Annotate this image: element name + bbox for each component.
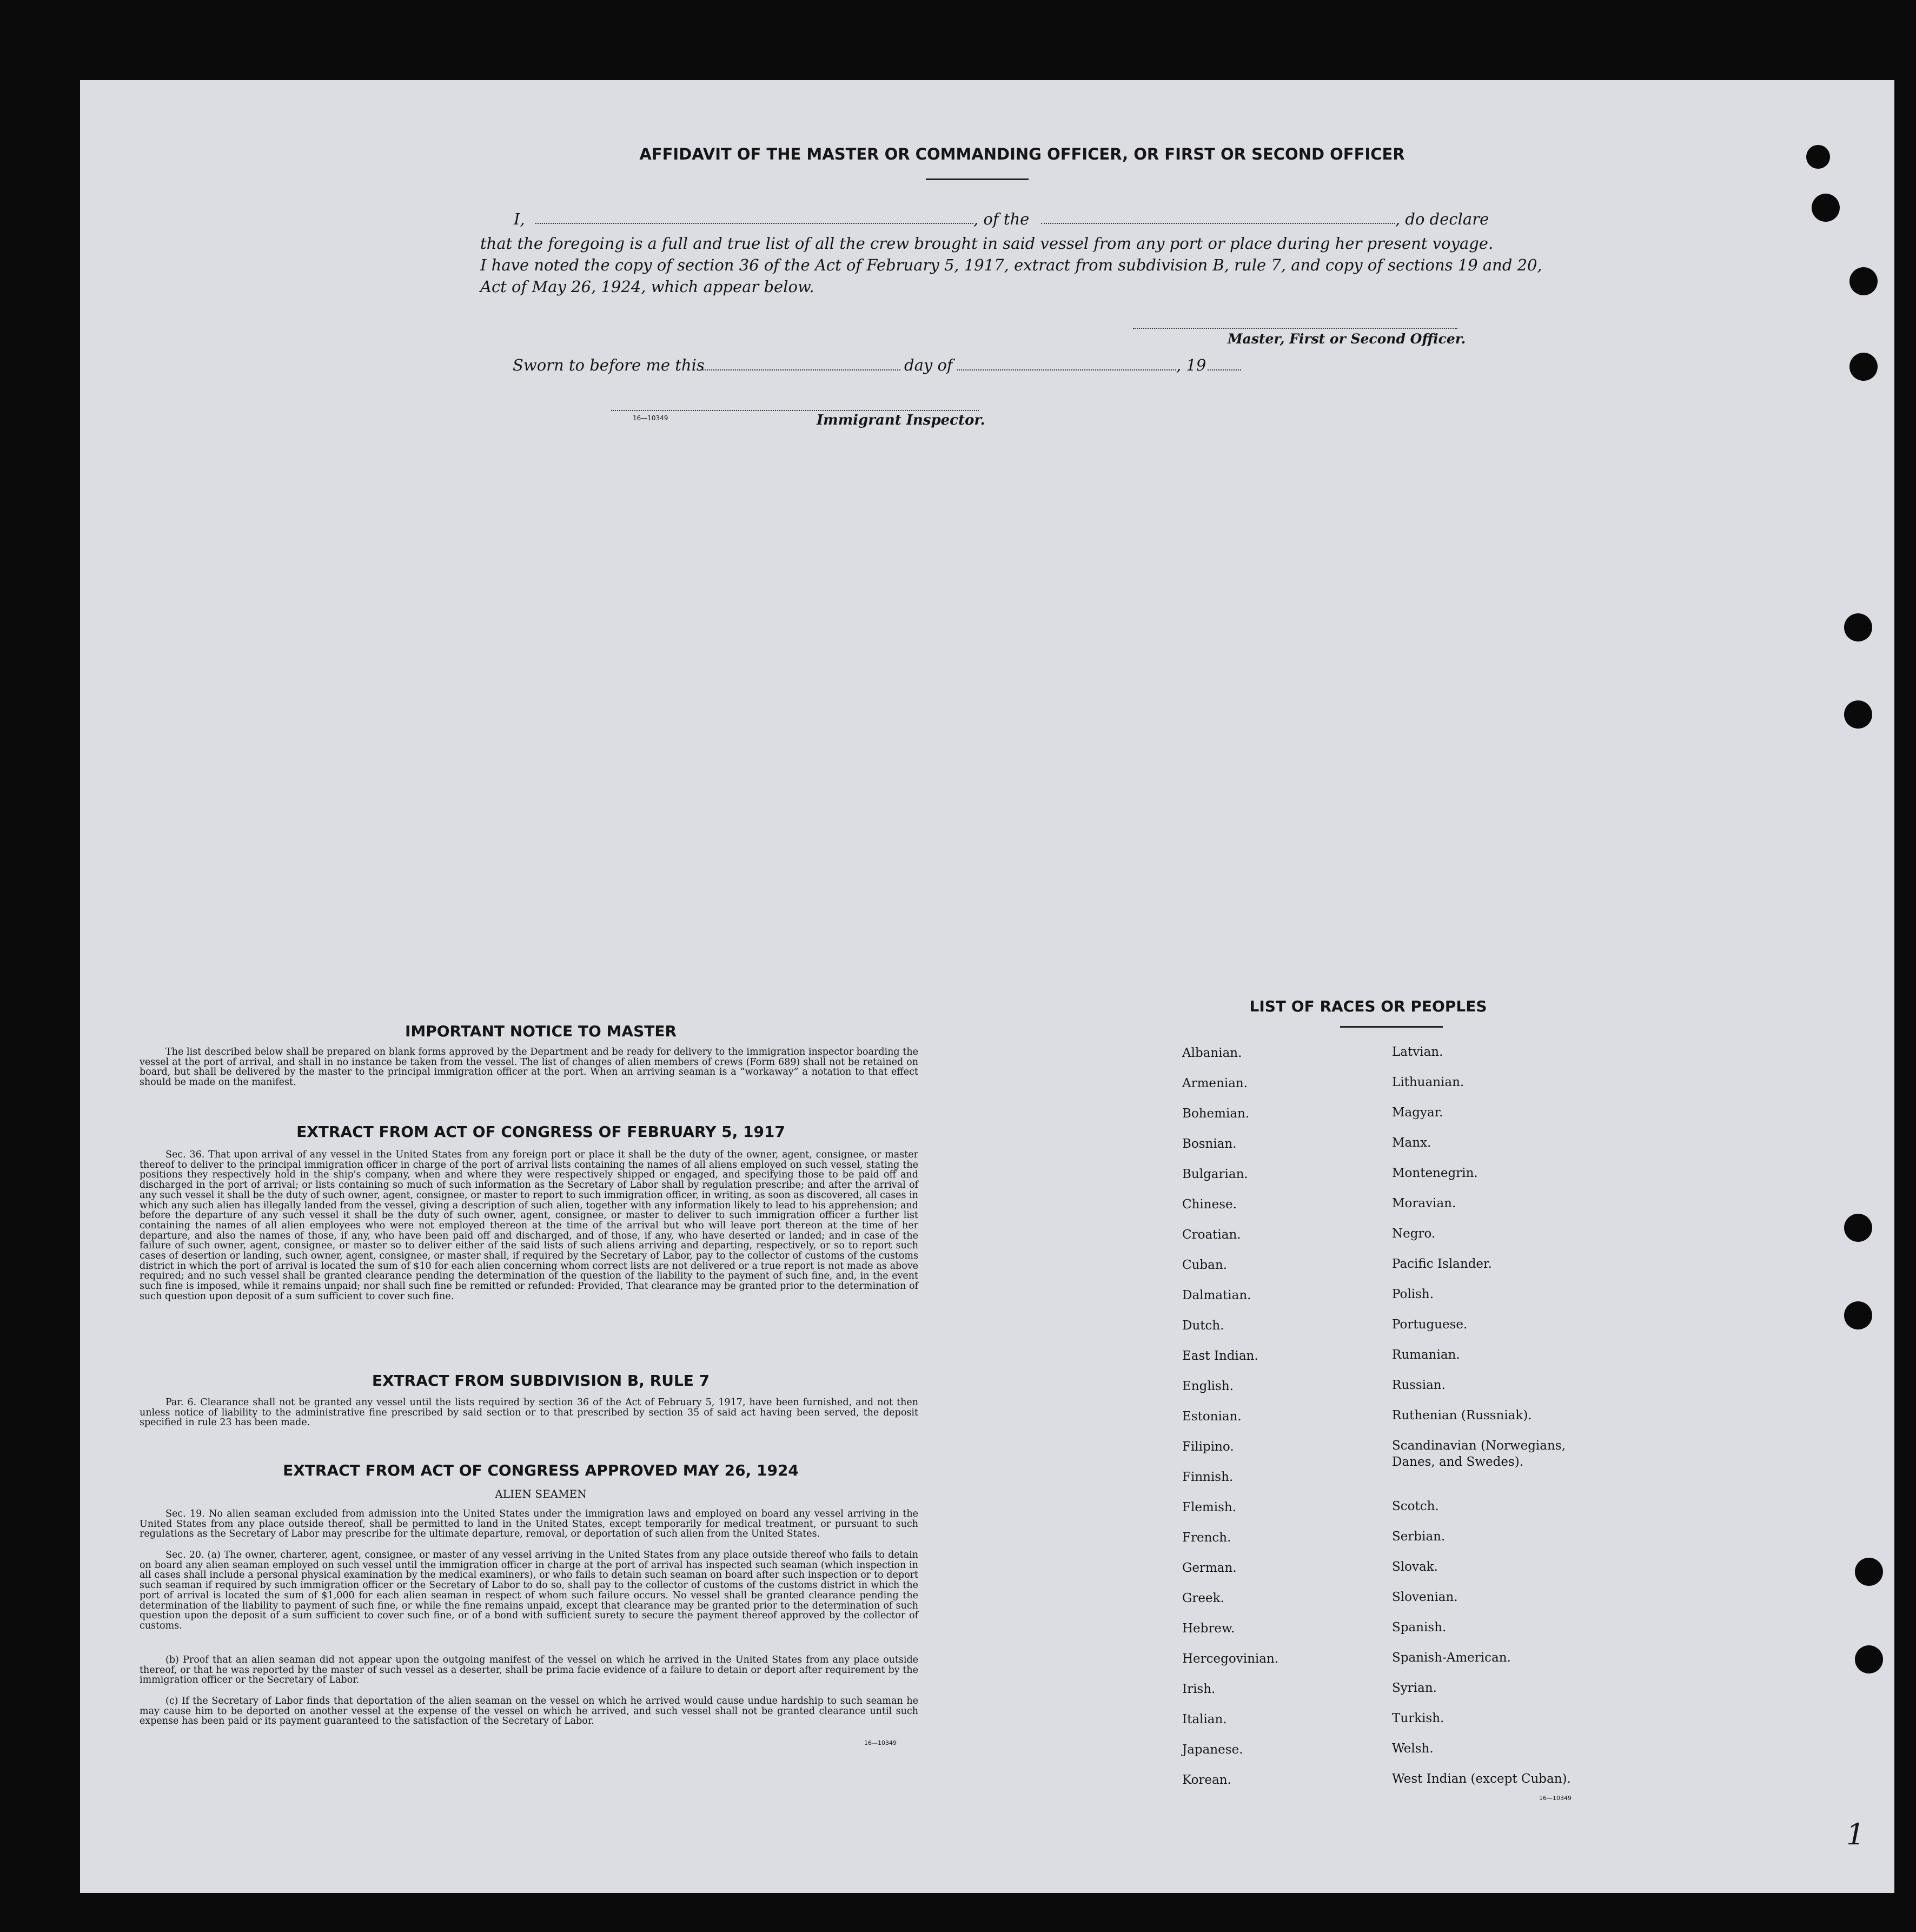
race-item: Armenian. [1182,1076,1248,1090]
extract-1924-subtitle: ALIEN SEAMEN [495,1487,587,1500]
sworn-month-blank[interactable] [957,369,1176,370]
race-item: West Indian (except Cuban). [1392,1772,1571,1786]
race-item: Welsh. [1392,1742,1434,1756]
affidavit-i-label: I, [514,210,525,228]
binder-hole-4 [1849,353,1878,381]
vessel-blank[interactable] [1041,223,1395,224]
title-underline [926,178,1029,180]
race-item: Flemish. [1182,1500,1237,1514]
rule7-title: EXTRACT FROM SUBDIVISION B, RULE 7 [372,1372,710,1390]
extract-1924-form-number: 16—10349 [864,1739,897,1746]
affidavit-line-3: Act of May 26, 1924, which appear below. [480,277,814,296]
race-item: Russian. [1392,1378,1446,1392]
race-item: Korean. [1182,1773,1231,1787]
binder-hole-7 [1844,1214,1872,1242]
race-item: Montenegrin. [1392,1166,1478,1180]
races-title: LIST OF RACES OR PEOPLES [1249,997,1487,1015]
race-item: Croatian. [1182,1228,1241,1242]
race-item: Spanish. [1392,1620,1447,1635]
sec20a-text: Sec. 20. (a) The owner, charterer, agent, consignee, or master of any vessel arriving in the United States from any place outside thereof who fails to detain on board any alien seaman employed on such vessel until the immigration officer in charge at the port of arrival has inspected such seaman (which inspection in all cases shall include a personal physical examination by the medical examiners), or who fails to detain such seaman on board after such inspection or to deport such seaman if required by such immigration officer or the Secretary of Labor to do so, shall pay to the collector of customs of the customs district in which the port of arrival is located the sum of $1,000 for each alien seaman in respect of whom such failure occurs. No vessel shall be granted clearance pending the determination of the liability to payment of such fine, or while the fine remains unpaid, except that clearance may be granted prior to the determination of such question upon the deposit of a sum sufficient to cover such fine, or of a bond with sufficient surety to secure the payment thereof approved by the collector of customs. [140,1550,918,1631]
race-item: Filipino. [1182,1440,1234,1454]
race-item: Finnish. [1182,1470,1234,1484]
race-item: Chinese. [1182,1197,1237,1212]
race-item: French. [1182,1531,1231,1545]
race-item: Hercegovinian. [1182,1652,1279,1666]
race-item: Slovenian. [1392,1590,1458,1604]
race-item: Ruthenian (Russniak). [1392,1408,1532,1422]
race-item: Irish. [1182,1682,1216,1696]
affidavit-line-1: that the foregoing is a full and true list of all the crew brought in said vessel from any port or place during her present voyage. [480,234,1494,253]
race-item: Slovak. [1392,1560,1438,1574]
extract-1917-text: Sec. 36. That upon arrival of any vessel in the United States from any foreign port or place it shall be the duty of the owner, agent, consignee, or master thereof to deliver to the principal immigration officer in charge of the port of arrival lists containing the names of all aliens employed on such vessel, stating the positions they respectively hold in the ship's company, when and where they were respectively shipped or engaged, and specifying those to be paid off and discharged in the port of arrival; or lists containing so much of such information as the Secretary of Labor shall by regulation prescribe; and after the arrival of any such vessel it shall be the duty of such owner, agent, consignee, or master to report to such immigration officer, in writing, as soon as discovered, all cases in which any such alien has illegally landed from the vessel, giving a description of such alien, together with any information likely to lead to his apprehension; and before the departure of any such vessel it shall be the duty of such owner, agent, consignee, or master to deliver to such immigration officer a further list containing the names of all alien employees who were not employed thereon at the time of the arrival but who will leave port thereon at the time of her departure, and also the names of those, if any, who have been paid off and discharged, and of those, if any, who have deserted or landed; and in case of the failure of such owner, agent, consignee, or master so to deliver either of the said lists of such aliens arriving and departing, respectively, or so to report such cases of desertion or landing, such owner, agent, consignee, or master shall, if required by the Secretary of Labor, pay to the collector of customs of the customs district in which the port of arrival is located the sum of $10 for each alien concerning whom correct lists are not delivered or a true report is not made as above required; and no such vessel shall be granted clearance pending the determination of the question of the liability to the payment of such fine, and, in the event such fine is imposed, while it remains unpaid; nor shall such fine be remitted or refunded: Provided, That clearance may be granted prior to the determination of such question upon deposit of a sum sufficient to cover such fine. [140,1149,918,1302]
binder-hole-1 [1806,145,1830,169]
race-item: Estonian. [1182,1410,1242,1424]
races-column-2 [1392,1044,1571,1801]
extract-1924-title: EXTRACT FROM ACT OF CONGRESS APPROVED MAY 26, 1924 [283,1461,799,1479]
race-item: Moravian. [1392,1196,1456,1210]
affidavit-of-the: , of the [973,210,1030,228]
name-blank[interactable] [535,223,973,224]
master-signature-line[interactable] [1133,328,1457,329]
race-item: Bohemian. [1182,1107,1250,1121]
race-item: East Indian. [1182,1349,1258,1363]
affidavit-do-declare: , do declare [1395,210,1489,228]
races-column-1 [1182,1045,1278,1802]
race-item: Cuban. [1182,1258,1227,1272]
race-item: Lithuanian. [1392,1075,1464,1089]
inspector-signature-line[interactable] [611,410,979,411]
inspector-label: Immigrant Inspector. [817,412,985,428]
binder-hole-2 [1812,194,1840,222]
affidavit-form-number: 16—10349 [633,414,668,422]
race-item: Scotch. [1392,1499,1439,1513]
notice-title: IMPORTANT NOTICE TO MASTER [405,1022,677,1040]
race-item: Magyar. [1392,1106,1443,1120]
race-item: Bulgarian. [1182,1167,1248,1181]
race-item: Albanian. [1182,1046,1242,1060]
race-item: Serbian. [1392,1530,1446,1544]
year-prefix-label: , 19 [1176,356,1206,374]
sec20c-text: (c) If the Secretary of Labor finds that deportation of the alien seaman on the vessel on which he arrived would cause undue hardship to such seaman he may cause him to be deported on another vessel at the expense of the vessel on which he arrived, and such vessel shall not be granted clearance until such expense has been paid or its payment guaranteed to the satisfaction of the Secretary of Labor. [140,1696,918,1727]
race-item: Scandinavian (Norwegians, Danes, and Swedes). [1392,1439,1566,1469]
notice-text: The list described below shall be prepared on blank forms approved by the Department and be ready for delivery to the immigration inspector boarding the vessel at the port of arrival, and shall in no instance be taken from the vessel. The list of changes of alien members of crews (Form 689) shall not be retained on board, but shall be delivered by the master to the principal immigration officer at the port. When an arriving seaman is a “workaway” a notation to that effect should be made on the manifest. [140,1047,918,1088]
binder-hole-3 [1849,267,1878,295]
races-form-number: 16—10349 [1539,1795,1572,1802]
affidavit-title: AFFIDAVIT OF THE MASTER OR COMMANDING OFFICER, OR FIRST OR SECOND OFFICER [639,145,1405,163]
master-signature-label: Master, First or Second Officer. [1228,331,1466,347]
race-item: Rumanian. [1392,1348,1460,1362]
race-item: Portuguese. [1392,1318,1468,1332]
race-item: Manx. [1392,1136,1431,1150]
sworn-day-blank[interactable] [700,369,900,370]
race-item: German. [1182,1561,1237,1575]
day-of-label: day of [904,356,953,374]
extract-1917-title: EXTRACT FROM ACT OF CONGRESS OF FEBRUARY 5, 1917 [296,1123,785,1141]
sec20b-text: (b) Proof that an alien seaman did not appear upon the outgoing manifest of the vessel on which he arrived in the United States from any place outside thereof, or that he was reported by the master of such vessel as a deserter, shall be prima facie evidence of a failure to detain or deport after requirement by the immigration officer or the Secretary of Labor. [140,1655,918,1686]
race-item: Negro. [1392,1227,1436,1241]
race-item: Syrian. [1392,1681,1437,1695]
races-title-underline [1340,1026,1443,1028]
sworn-to-label: Sworn to before me this [513,356,705,374]
binder-hole-9 [1855,1558,1883,1586]
sec19-text: Sec. 19. No alien seaman excluded from admission into the United States under the immigration laws and employed on board any vessel arriving in the United States from any place outside thereof, shall be permitted to land in the United States, except temporarily for medical treatment, or pursuant to such regulations as the Secretary of Labor may prescribe for the ultimate departure, removal, or deportation of such alien from the United States. [140,1508,918,1540]
race-item: Pacific Islander. [1392,1257,1492,1271]
race-item: Hebrew. [1182,1622,1235,1636]
race-item: Italian. [1182,1712,1227,1726]
race-item: Dutch. [1182,1319,1224,1333]
race-item: Bosnian. [1182,1137,1237,1151]
margin-handwritten-mark: 1 [1846,1817,1865,1851]
binder-hole-6 [1844,700,1872,729]
race-item: Spanish-American. [1392,1651,1511,1665]
race-item: English. [1182,1379,1234,1393]
binder-hole-8 [1844,1301,1872,1329]
race-item: Latvian. [1392,1045,1443,1059]
race-item: Turkish. [1392,1711,1444,1725]
race-item: Japanese. [1182,1743,1243,1757]
race-item: Greek. [1182,1591,1224,1605]
rule7-text: Par. 6. Clearance shall not be granted any vessel until the lists required by section 36 of the Act of February 5, 1917, have been furnished, and not then unless notice of liability to the administrative fine prescribed by said section or to that prescribed by section 35 of said act having been served, the deposit specified in rule 23 has been made. [140,1397,918,1428]
race-item: Dalmatian. [1182,1288,1251,1302]
race-item: Polish. [1392,1287,1434,1301]
binder-hole-10 [1855,1645,1883,1673]
affidavit-line-2: I have noted the copy of section 36 of the Act of February 5, 1917, extract from subdivision B, rule 7, and copy of sections 19 and 20, [480,256,1542,274]
sworn-year-blank[interactable] [1208,369,1241,370]
binder-hole-5 [1844,613,1872,641]
